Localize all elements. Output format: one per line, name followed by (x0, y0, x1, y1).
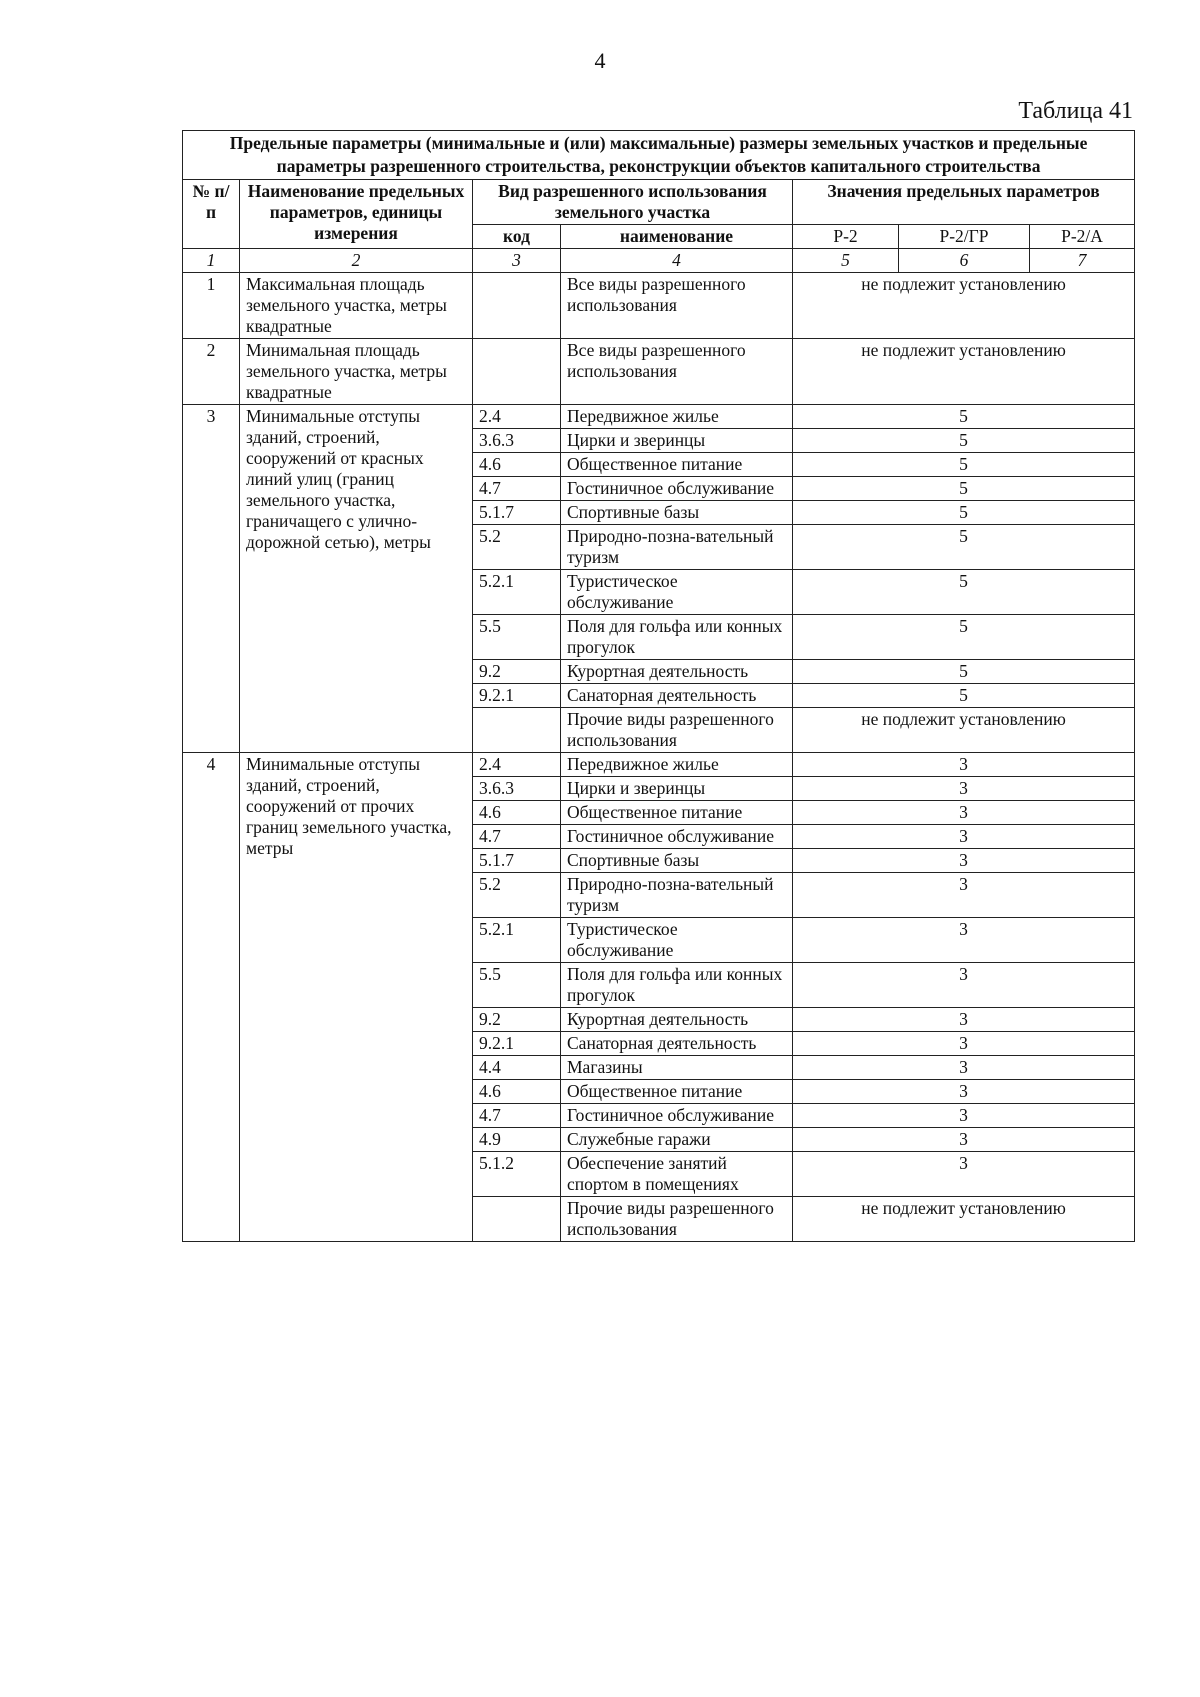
use-code: 2.4 (473, 405, 561, 429)
parameter-value: 3 (793, 1032, 1135, 1056)
parameter-value: 5 (793, 453, 1135, 477)
use-code: 9.2 (473, 660, 561, 684)
use-code (473, 708, 561, 753)
table-row (183, 273, 1135, 339)
use-code: 5.5 (473, 615, 561, 660)
use-code: 5.2 (473, 873, 561, 918)
use-code: 4.6 (473, 453, 561, 477)
use-code: 4.9 (473, 1128, 561, 1152)
table-title-row (183, 131, 1135, 180)
use-name: Гостиничное обслуживание (561, 477, 793, 501)
parameter-value: 3 (793, 801, 1135, 825)
row-number: 4 (183, 753, 240, 1242)
use-code: 5.2 (473, 525, 561, 570)
use-name: Поля для гольфа или конных прогулок (561, 963, 793, 1008)
column-number: 3 (473, 249, 561, 273)
use-code (473, 273, 561, 339)
use-name: Санаторная деятельность (561, 684, 793, 708)
parameter-value: 3 (793, 873, 1135, 918)
use-name: Курортная деятельность (561, 1008, 793, 1032)
table-caption: Таблица 41 (1018, 98, 1133, 124)
use-code: 5.1.7 (473, 849, 561, 873)
parameter-value: 3 (793, 825, 1135, 849)
use-name: Спортивные базы (561, 501, 793, 525)
parameter-value: 3 (793, 1128, 1135, 1152)
column-number: 7 (1030, 249, 1135, 273)
table-row (183, 753, 1135, 777)
header-name: Наименование предельных параметров, единицы измерения (240, 180, 473, 249)
use-name: Общественное питание (561, 801, 793, 825)
use-name: Все виды разрешенного использования (561, 273, 793, 339)
parameter-value: 5 (793, 660, 1135, 684)
use-code: 4.6 (473, 1080, 561, 1104)
use-name: Передвижное жилье (561, 753, 793, 777)
parameter-value: не подлежит установлению (793, 1197, 1135, 1242)
table-row (183, 339, 1135, 405)
header-use-type: Вид разрешенного использования земельного участка (473, 180, 793, 225)
use-code: 5.1.7 (473, 501, 561, 525)
use-code: 9.2.1 (473, 1032, 561, 1056)
use-name: Прочие виды разрешенного использования (561, 1197, 793, 1242)
parameter-value: 3 (793, 1056, 1135, 1080)
use-name: Прочие виды разрешенного использования (561, 708, 793, 753)
use-name: Цирки и зверинцы (561, 777, 793, 801)
parameter-value: не подлежит установлению (793, 273, 1135, 339)
parameter-value: 3 (793, 963, 1135, 1008)
parameter-value: 3 (793, 1008, 1135, 1032)
parameter-value: 5 (793, 501, 1135, 525)
use-code: 2.4 (473, 753, 561, 777)
parameter-value: 3 (793, 918, 1135, 963)
column-number: 4 (561, 249, 793, 273)
use-code: 5.1.2 (473, 1152, 561, 1197)
header-zone-r2-a: Р-2/А (1030, 225, 1135, 249)
parameter-value: 5 (793, 429, 1135, 453)
parameter-value: 5 (793, 684, 1135, 708)
use-code: 3.6.3 (473, 777, 561, 801)
use-code: 9.2 (473, 1008, 561, 1032)
parameter-value: 5 (793, 525, 1135, 570)
column-number: 1 (183, 249, 240, 273)
use-name: Цирки и зверинцы (561, 429, 793, 453)
parameter-value: не подлежит установлению (793, 708, 1135, 753)
parameter-value: 5 (793, 405, 1135, 429)
use-name: Гостиничное обслуживание (561, 825, 793, 849)
parameters-table (182, 130, 1135, 1242)
parameter-value: 5 (793, 477, 1135, 501)
use-name: Гостиничное обслуживание (561, 1104, 793, 1128)
parameter-value: 3 (793, 1152, 1135, 1197)
use-code: 4.7 (473, 825, 561, 849)
use-code: 9.2.1 (473, 684, 561, 708)
table-title: Предельные параметры (минимальные и (или) максимальные) размеры земельных участков и предельные параметры разрешенного строительства, реконструкции объектов капитального строительства (183, 131, 1135, 180)
use-name: Санаторная деятельность (561, 1032, 793, 1056)
column-number: 2 (240, 249, 473, 273)
parameter-value: 3 (793, 777, 1135, 801)
use-name: Поля для гольфа или конных прогулок (561, 615, 793, 660)
use-code: 5.2.1 (473, 918, 561, 963)
use-name: Природно-позна-вательный туризм (561, 525, 793, 570)
parameter-value: 3 (793, 753, 1135, 777)
column-number: 6 (899, 249, 1030, 273)
use-code (473, 339, 561, 405)
header-num: № п/п (183, 180, 240, 249)
use-name: Магазины (561, 1056, 793, 1080)
page-number: 4 (594, 48, 606, 73)
header-zone-r2-gr: Р-2/ГР (899, 225, 1030, 249)
use-name: Общественное питание (561, 1080, 793, 1104)
use-name: Курортная деятельность (561, 660, 793, 684)
parameter-value: не подлежит установлению (793, 339, 1135, 405)
parameter-value: 5 (793, 570, 1135, 615)
use-name: Туристическое обслуживание (561, 918, 793, 963)
column-number-row (183, 249, 1135, 273)
header-use-name: наименование (561, 225, 793, 249)
row-number: 2 (183, 339, 240, 405)
use-name: Общественное питание (561, 453, 793, 477)
use-name: Туристическое обслуживание (561, 570, 793, 615)
use-name: Обеспечение занятий спортом в помещениях (561, 1152, 793, 1197)
use-name: Передвижное жилье (561, 405, 793, 429)
parameter-value: 3 (793, 849, 1135, 873)
use-code: 5.2.1 (473, 570, 561, 615)
use-name: Природно-позна-вательный туризм (561, 873, 793, 918)
column-number: 5 (793, 249, 899, 273)
use-code (473, 1197, 561, 1242)
header-code: код (473, 225, 561, 249)
use-code: 4.6 (473, 801, 561, 825)
parameter-name: Минимальная площадь земельного участка, метры квадратные (240, 339, 473, 405)
parameter-name: Максимальная площадь земельного участка, метры квадратные (240, 273, 473, 339)
header-values: Значения предельных параметров (793, 180, 1135, 225)
header-zone-r2: Р-2 (793, 225, 899, 249)
use-code: 4.7 (473, 477, 561, 501)
parameter-value: 5 (793, 615, 1135, 660)
header-row (183, 180, 1135, 225)
use-code: 4.7 (473, 1104, 561, 1128)
use-code: 4.4 (473, 1056, 561, 1080)
parameter-name: Минимальные отступы зданий, строений, сооружений от прочих границ земельного участка, метры (240, 753, 473, 1242)
parameter-value: 3 (793, 1104, 1135, 1128)
row-number: 1 (183, 273, 240, 339)
use-name: Спортивные базы (561, 849, 793, 873)
parameter-value: 3 (793, 1080, 1135, 1104)
row-number: 3 (183, 405, 240, 753)
use-code: 5.5 (473, 963, 561, 1008)
table-row (183, 405, 1135, 429)
use-name: Служебные гаражи (561, 1128, 793, 1152)
use-name: Все виды разрешенного использования (561, 339, 793, 405)
parameter-name: Минимальные отступы зданий, строений, сооружений от красных линий улиц (границ земельного участка, граничащего с улично-дорожной сетью), метры (240, 405, 473, 753)
use-code: 3.6.3 (473, 429, 561, 453)
